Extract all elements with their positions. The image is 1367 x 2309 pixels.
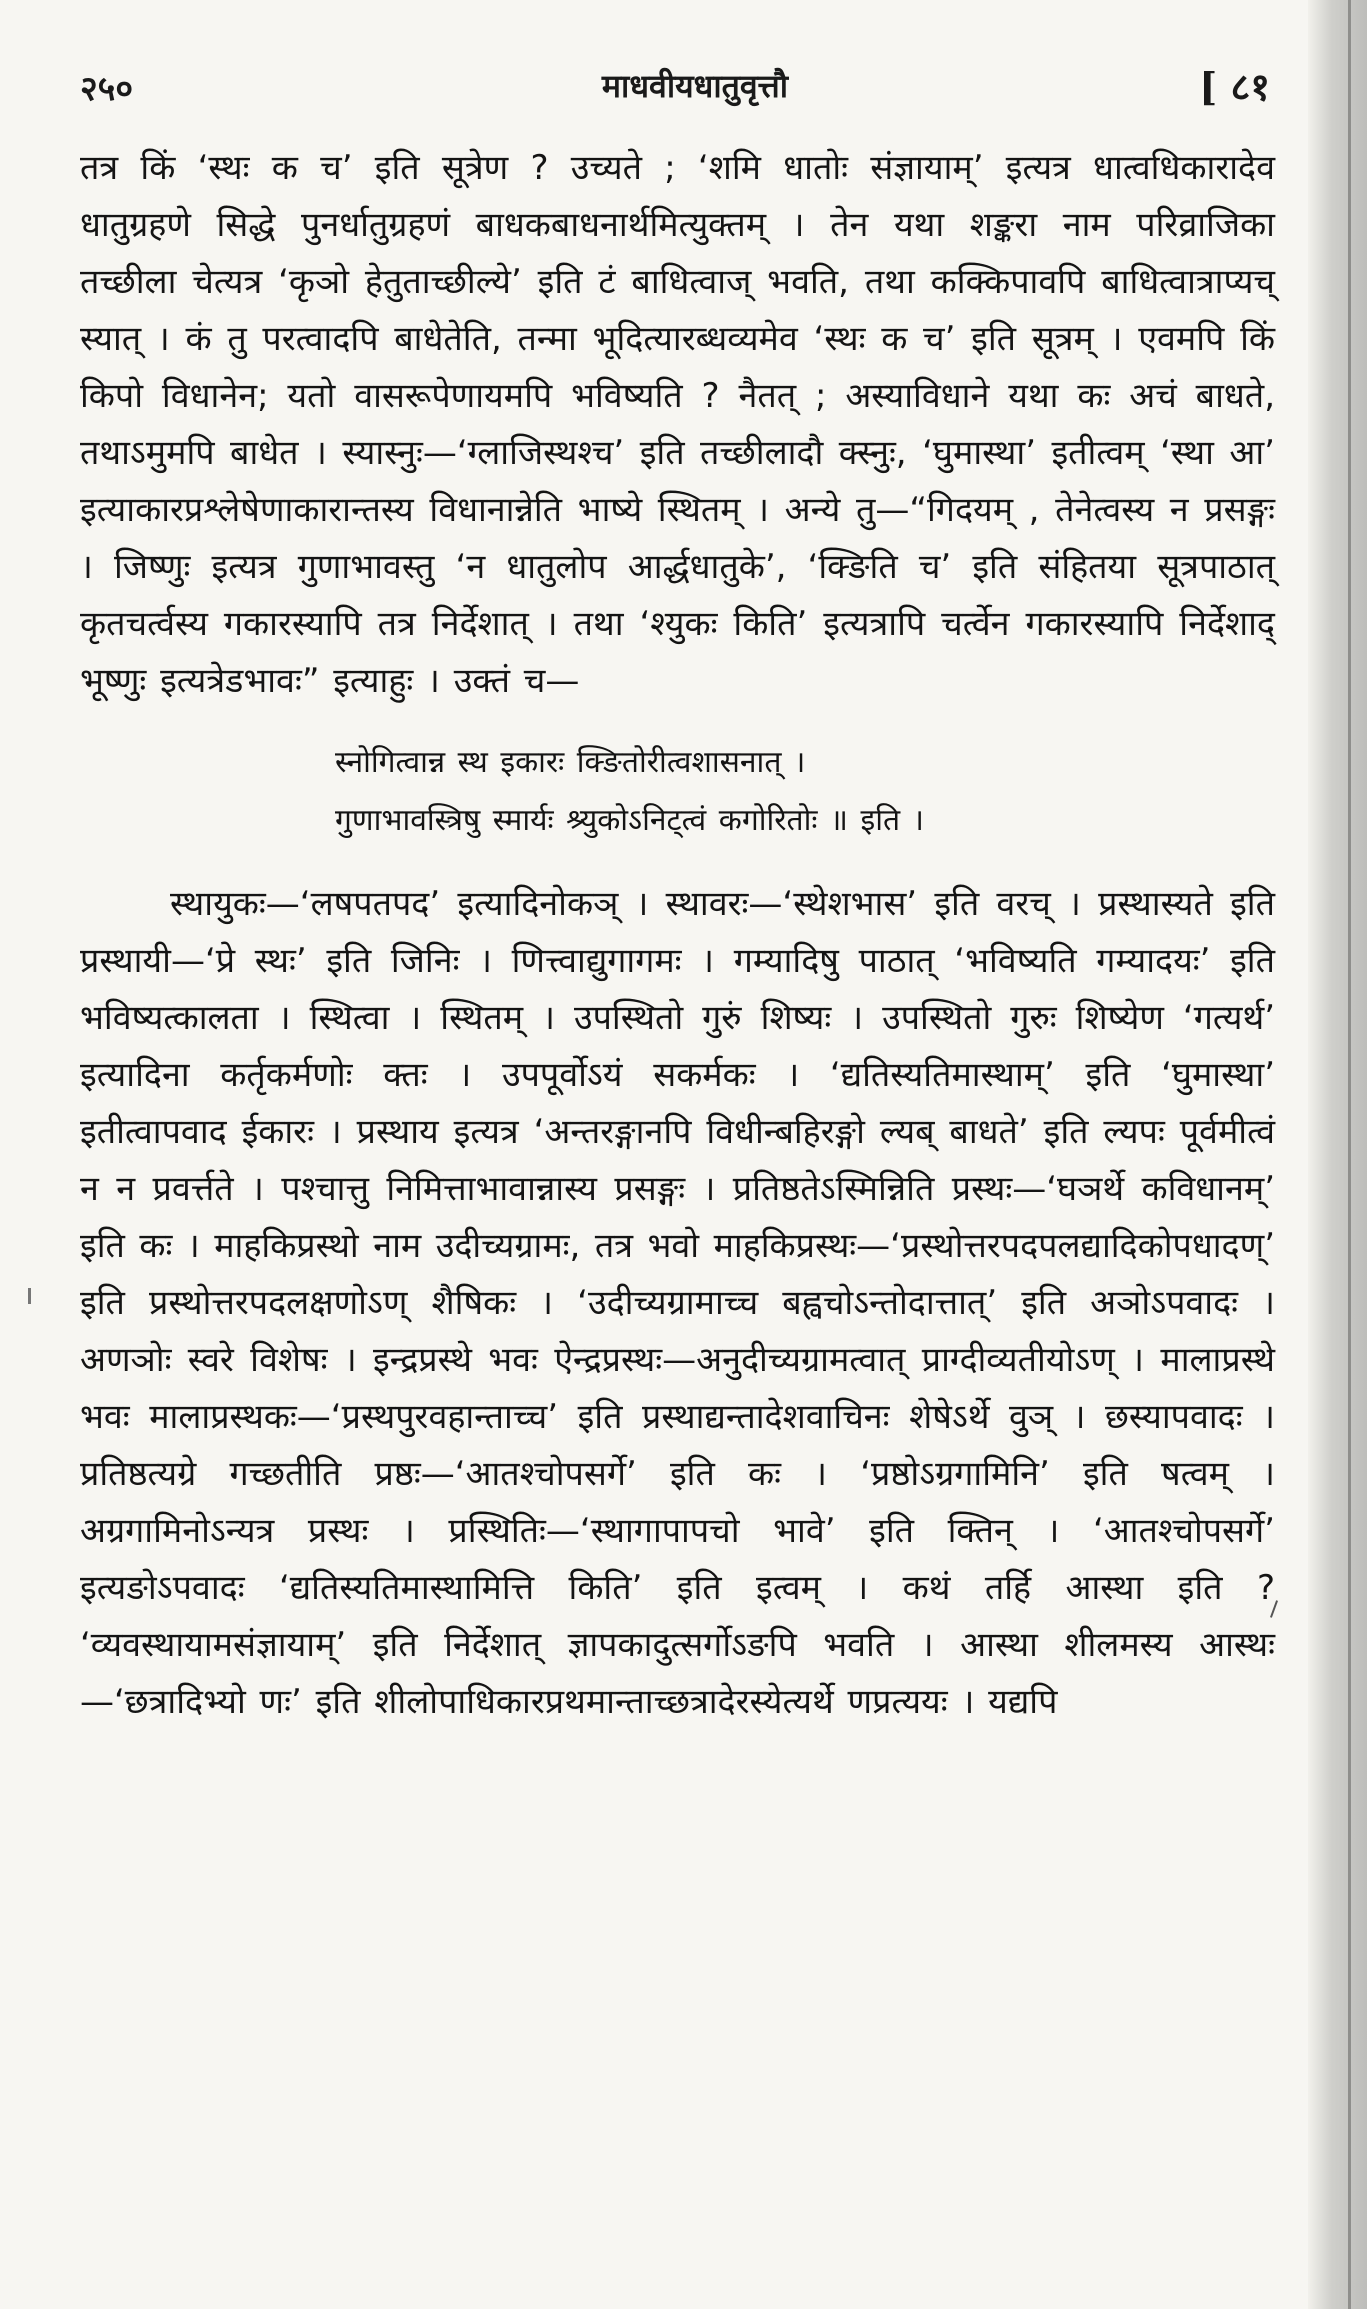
- page-header: [80, 60, 1310, 120]
- paragraph: तत्र किं ‘स्थः क च’ इति सूत्रेण ? उच्यते ; ‘शमि धातोः संज्ञायाम्’ इत्यत्र धात्वधिकारादेव धातुग्रहणे सिद्धे पुनर्धातुग्रहणं बाधकबाधनार्थमित्युक्तम् । तेन यथा शङ्करा नाम परिव्राजिका तच्छीला चेत्यत्र ‘कृञो हेतुताच्छील्ये’ इति टं बाधित्वाज् भवति, तथा कक्किपावपि बाधित्वात्राप्यच् स्यात् । कं तु परत्वादपि बाधेतेति, तन्मा भूदित्यारब्धव्यमेव ‘स्थः क च’ इति सूत्रम् । एवमपि किं किपो विधानेन; यतो वासरूपेणायमपि भविष्यति ? नैतत् ; अस्याविधाने यथा कः अचं बाधते, तथाऽमुमपि बाधेत । स्यास्नुः—‘ग्लाजिस्थश्च’ इति तच्छीलादौ क्स्नुः, ‘घुमास्था’ इतीत्वम् ‘स्था आ’ इत्याकारप्रश्लेषेणाकारान्तस्य विधानान्नेति भाष्ये स्थितम् । अन्ये तु—“गिदयम् , तेनेत्वस्य न प्रसङ्गः । जिष्णुः इत्यत्र गुणाभावस्तु ‘न धातुलोप आर्द्धधातुके’, ‘क्ङिति च’ इति संहितया सूत्रपाठात् कृतचर्त्वस्य गकारस्यापि तत्र निर्देशात् । तथा ‘श्युकः किति’ इत्यत्रापि चर्त्वेन गकारस्यापि निर्देशाद् भूष्णुः इत्यत्रेडभावः” इत्याहुः । उक्तं च—: [80, 148, 1275, 701]
- paragraph: स्थायुकः—‘लषपतपद’ इत्यादिनोकञ् । स्थावरः—‘स्थेशभास’ इति वरच् । प्रस्थास्यते इति प्रस्थायी—‘प्रे स्थः’ इति जिनिः । णित्त्वाद्युगागमः । गम्यादिषु पाठात् ‘भविष्यति गम्यादयः’ इति भविष्यत्कालता । स्थित्वा । स्थितम् । उपस्थितो गुरुं शिष्यः । उपस्थितो गुरुः शिष्येण ‘गत्यर्थ’ इत्यादिना कर्तृकर्मणोः क्तः । उपपूर्वोऽयं सकर्मकः । ‘द्यतिस्यतिमास्थाम्’ इति ‘घुमास्था’ इतीत्वापवाद ईकारः । प्रस्थाय इत्यत्र ‘अन्तरङ्गानपि विधीन्बहिरङ्गो ल्यब् बाधते’ इति ल्यपः पूर्वमीत्वं न न प्रवर्त्तते । पश्चात्तु निमित्ताभावान्नास्य प्रसङ्गः । प्रतिष्ठतेऽस्मिन्निति प्रस्थः—‘घञर्थे कविधानम्’ इति कः । माहकिप्रस्थो नाम उदीच्यग्रामः, तत्र भवो माहकिप्रस्थः—‘प्रस्थोत्तरपदपलद्यादिकोपधादण्’ इति प्रस्थोत्तरपदलक्षणोऽण् शैषिकः । ‘उदीच्यग्रामाच्च बह्वचोऽन्तोदात्तात्’ इति अञोऽपवादः । अणञोः स्वरे विशेषः । इन्द्रप्रस्थे भवः ऐन्द्रप्रस्थः—अनुदीच्यग्रामत्वात् प्राग्दीव्यतीयोऽण् । मालाप्रस्थे भवः मालाप्रस्थकः—‘प्रस्थपुरवहान्ताच्च’ इति प्रस्थाद्यन्तादेशवाचिनः शेषेऽर्थे वुञ् । छस्यापवादः । प्रतिष्ठत्यग्रे गच्छतीति प्रष्ठः—‘आतश्चोपसर्गे’ इति कः । ‘प्रष्ठोऽग्रगामिनि’ इति षत्वम् । अग्रगामिनोऽन्यत्र प्रस्थः । प्रस्थितिः—‘स्थागापापचो भावे’ इति क्तिन् । ‘आतश्चोपसर्गे’ इत्यङोऽपवादः ‘द्यतिस्यतिमास्थामित्ति किति’ इति इत्वम् । कथं तर्हि आस्था इति ? ‘व्यवस्थायामसंज्ञायाम्’ इति निर्देशात् ज्ञापकादुत्सर्गोऽङपि भवति । आस्था शीलमस्य आस्थः—‘छत्रादिभ्यो णः’ इति शीलोपाधिकारप्रथमान्ताच्छत्रादेरस्येत्यर्थे णप्रत्ययः । यद्यपि: [80, 884, 1275, 1722]
- section-reference: [ ८१: [1199, 64, 1270, 109]
- body-text: [80, 140, 1275, 1731]
- running-title: माधवीयधातुवृत्तौ: [601, 67, 789, 105]
- verse-line: स्नोगित्वान्न स्थ इकारः क्ङितोरीत्वशासनात् ।: [335, 745, 806, 780]
- page-edge-shadow: [1308, 0, 1367, 2309]
- page-number: २५०: [80, 69, 134, 109]
- binding-edge: [1348, 0, 1351, 2309]
- verse-line: गुणाभावस्त्रिषु स्मार्यः श्र्युकोऽनिट्त्वं कगोरितोः ॥ इति ।: [335, 803, 924, 838]
- verse-quotation: [335, 734, 1275, 850]
- margin-mark: [28, 1288, 31, 1304]
